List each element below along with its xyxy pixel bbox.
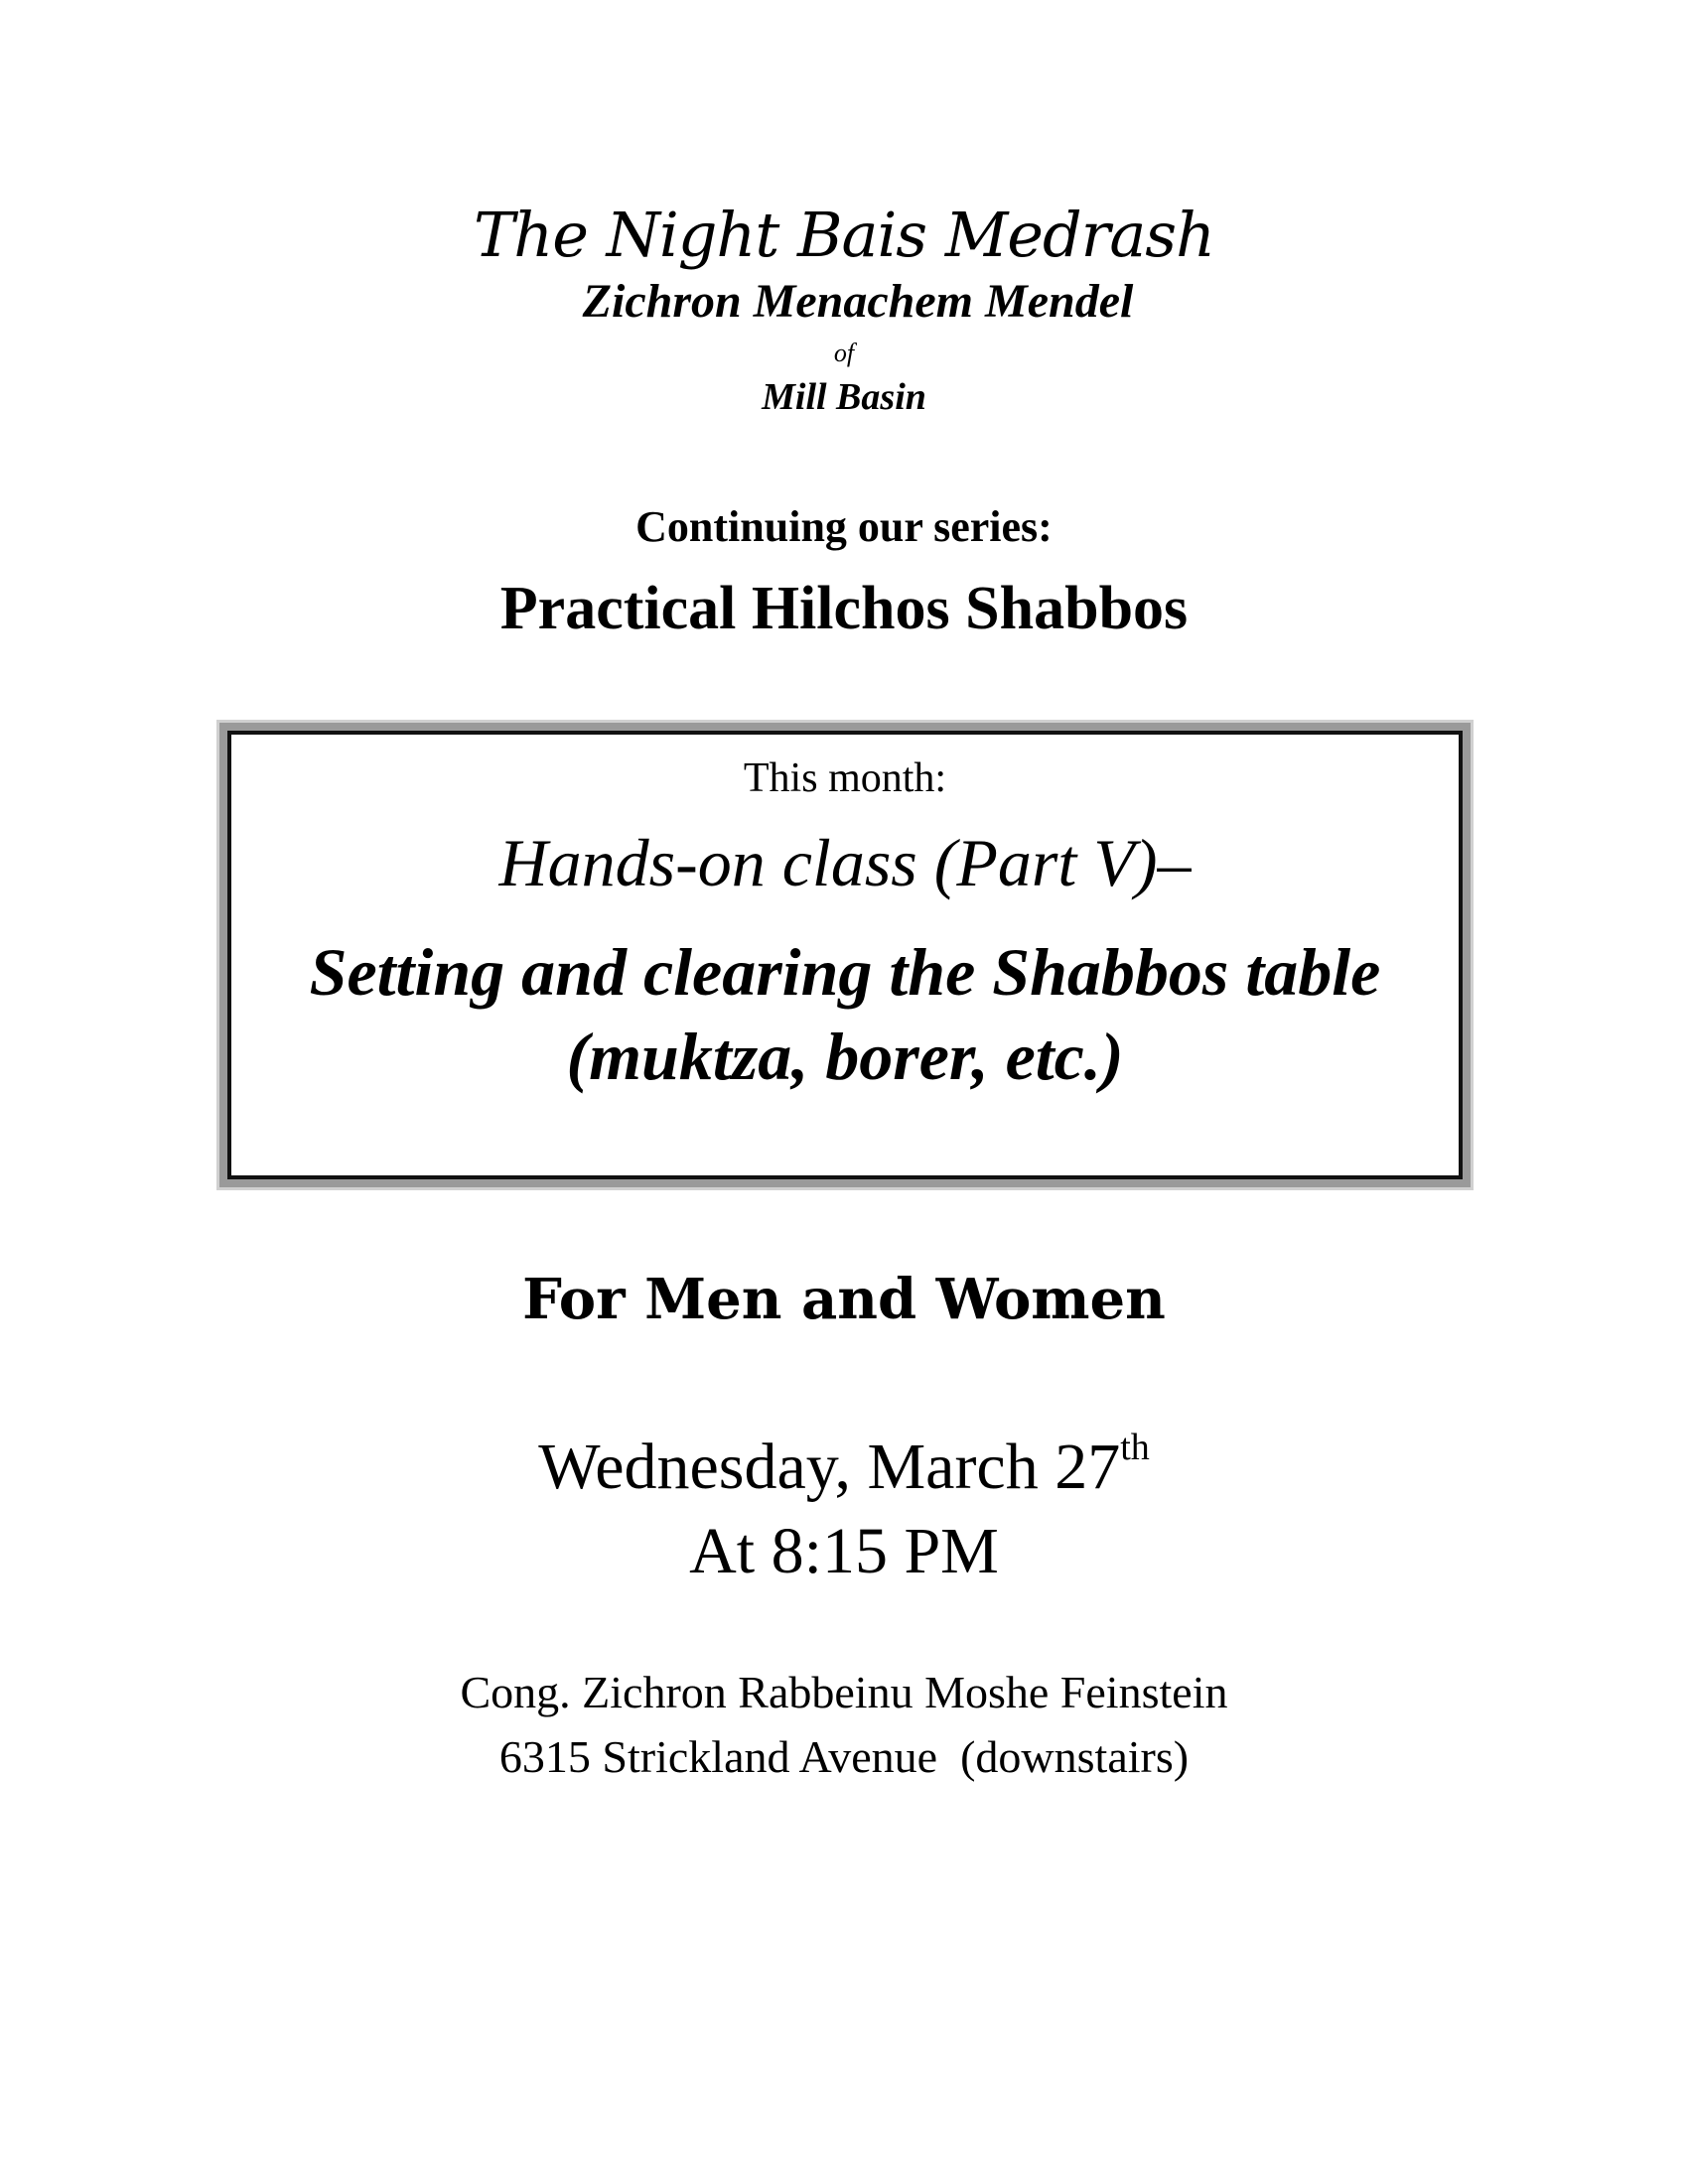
event-time: At 8:15 PM: [689, 1515, 999, 1587]
feature-box: [216, 720, 1474, 1190]
event-date: [0, 1427, 1688, 1505]
organization-location: Mill Basin: [762, 376, 926, 418]
venue-name: Cong. Zichron Rabbeinu Moshe Feinstein: [460, 1667, 1228, 1717]
event-date-suffix: th: [1120, 1427, 1150, 1468]
feature-box-inner: [227, 731, 1463, 1179]
event-date-text: Wednesday, March 27: [538, 1431, 1121, 1503]
topic-line-2: (muktza, borer, etc.): [566, 1019, 1124, 1094]
audience: For Men and Women: [522, 1267, 1166, 1332]
class-title: Hands-on class (Part V)–: [498, 825, 1192, 900]
organization-name: The Night Bais Medrash: [473, 199, 1215, 271]
organization-connector: of: [833, 339, 855, 367]
month-label: This month:: [743, 755, 947, 801]
topic-line-1: Setting and clearing the Shabbos table: [309, 934, 1381, 1010]
organization-subtitle: Zichron Menachem Mendel: [582, 275, 1134, 328]
series-title: Practical Hilchos Shabbos: [499, 575, 1189, 642]
venue-address: 6315 Strickland Avenue (downstairs): [498, 1731, 1190, 1782]
series-intro: Continuing our series:: [635, 502, 1053, 551]
